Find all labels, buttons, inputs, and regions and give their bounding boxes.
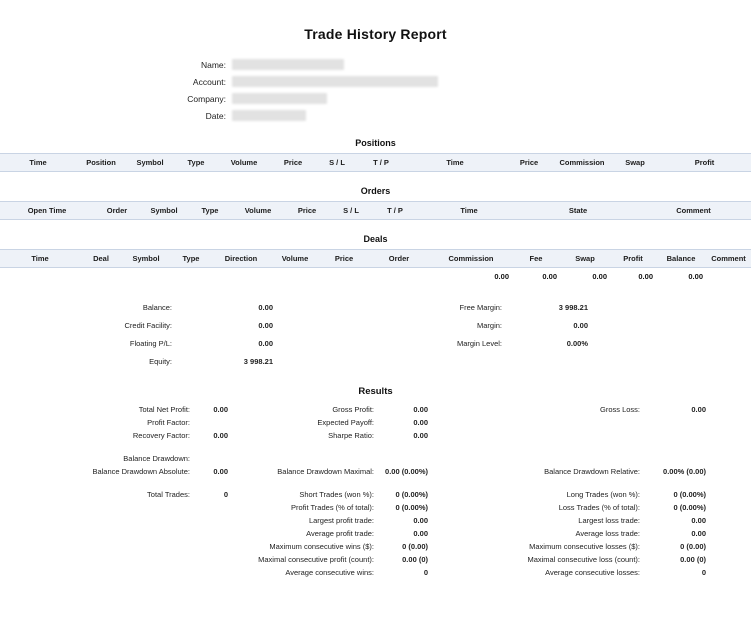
results-row-maximal-consecutive xyxy=(0,553,751,566)
summary-value-free-margin: 3 998.21 xyxy=(558,302,588,312)
orders-table xyxy=(0,201,751,220)
results-row-net-profit xyxy=(0,403,751,416)
orders-col-symbol: Symbol xyxy=(140,202,188,220)
deals-body xyxy=(0,268,751,285)
orders-col-type: Type xyxy=(188,202,232,220)
label-maximal-consecutive-profit: Maximal consecutive profit (count): xyxy=(258,555,374,564)
deals-total-price xyxy=(320,268,368,285)
deals-total-commission: 0.00 xyxy=(494,271,509,281)
label-average-profit-trade: Average profit trade: xyxy=(306,529,374,538)
orders-col-sl: S / L xyxy=(330,202,372,220)
label-loss-trades: Loss Trades (% of total): xyxy=(558,503,640,512)
deals-col-order: Order xyxy=(368,250,430,268)
summary-value-equity: 3 998.21 xyxy=(243,356,273,366)
value-gross-profit: 0.00 xyxy=(413,405,428,414)
summary-row-credit-facility xyxy=(0,316,751,334)
deals-col-commission: Commission xyxy=(430,250,512,268)
orders-col-volume: Volume xyxy=(232,202,284,220)
results-trades-block xyxy=(0,488,751,579)
value-gross-loss: 0.00 xyxy=(691,405,706,414)
deals-col-symbol: Symbol xyxy=(122,250,170,268)
summary-row-equity xyxy=(0,352,751,370)
deals-total-deal xyxy=(80,268,122,285)
value-maximal-consecutive-profit: 0.00 (0) xyxy=(402,555,428,564)
results-section-title: Results xyxy=(358,386,393,397)
deals-total-swap: 0.00 xyxy=(592,271,607,281)
info-label-account: Account: xyxy=(192,76,226,87)
deals-total-fee: 0.00 xyxy=(542,271,557,281)
deals-col-fee: Fee xyxy=(512,250,560,268)
value-max-consecutive-losses: 0 (0.00) xyxy=(680,542,706,551)
summary-value-floating-pl: 0.00 xyxy=(258,338,273,348)
info-row-date xyxy=(0,107,751,124)
value-expected-payoff: 0.00 xyxy=(413,418,428,427)
label-average-loss-trade: Average loss trade: xyxy=(575,529,640,538)
value-largest-loss-trade: 0.00 xyxy=(691,516,706,525)
results-row-average-consecutive xyxy=(0,566,751,579)
label-gross-loss: Gross Loss: xyxy=(599,405,640,414)
orders-col-price: Price xyxy=(284,202,330,220)
label-balance-drawdown-relative: Balance Drawdown Relative: xyxy=(544,467,640,476)
positions-col-position: Position xyxy=(76,154,126,172)
label-sharpe-ratio: Sharpe Ratio: xyxy=(328,431,374,440)
account-info-block xyxy=(0,56,751,124)
deals-total-order xyxy=(368,268,430,285)
label-max-consecutive-wins: Maximum consecutive wins ($): xyxy=(269,542,374,551)
deals-col-price: Price xyxy=(320,250,368,268)
redacted-account-value xyxy=(232,76,438,87)
positions-col-volume: Volume xyxy=(218,154,270,172)
label-profit-trades: Profit Trades (% of total): xyxy=(291,503,374,512)
value-max-consecutive-wins: 0 (0.00) xyxy=(402,542,428,551)
info-label-company: Company: xyxy=(187,93,226,104)
positions-col-time-close: Time xyxy=(404,154,506,172)
deals-table xyxy=(0,249,751,284)
label-max-consecutive-losses: Maximum consecutive losses ($): xyxy=(529,542,640,551)
value-balance-drawdown-maximal: 0.00 (0.00%) xyxy=(385,467,428,476)
value-maximal-consecutive-loss: 0.00 (0) xyxy=(680,555,706,564)
summary-label-credit-facility: Credit Facility: xyxy=(124,320,172,330)
deals-col-deal: Deal xyxy=(80,250,122,268)
orders-col-tp: T / P xyxy=(372,202,418,220)
deals-total-profit: 0.00 xyxy=(638,271,653,281)
value-recovery-factor: 0.00 xyxy=(213,431,228,440)
summary-label-equity: Equity: xyxy=(149,356,172,366)
value-average-loss-trade: 0.00 xyxy=(691,529,706,538)
label-short-trades: Short Trades (won %): xyxy=(299,490,374,499)
deals-col-direction: Direction xyxy=(212,250,270,268)
orders-col-state: State xyxy=(520,202,636,220)
deals-col-volume: Volume xyxy=(270,250,320,268)
orders-col-comment: Comment xyxy=(636,202,751,220)
summary-label-floating-pl: Floating P/L: xyxy=(129,338,172,348)
positions-col-type: Type xyxy=(174,154,218,172)
value-balance-drawdown-relative: 0.00% (0.00) xyxy=(663,467,706,476)
label-average-consecutive-wins: Average consecutive wins: xyxy=(285,568,374,577)
summary-value-margin-level: 0.00% xyxy=(566,338,588,348)
positions-col-price-open: Price xyxy=(270,154,316,172)
summary-label-margin-level: Margin Level: xyxy=(456,338,502,348)
results-row-average-trade xyxy=(0,527,751,540)
results-row-profit-trades xyxy=(0,501,751,514)
deals-total-balance: 0.00 xyxy=(688,271,703,281)
orders-section-title: Orders xyxy=(360,186,391,196)
redacted-company-value xyxy=(232,93,327,104)
positions-col-tp: T / P xyxy=(358,154,404,172)
redacted-name-value xyxy=(232,59,344,70)
deals-col-time: Time xyxy=(0,250,80,268)
value-balance-drawdown-absolute: 0.00 xyxy=(213,467,228,476)
summary-row-balance xyxy=(0,298,751,316)
results-row-total-trades xyxy=(0,488,751,501)
info-row-company xyxy=(0,90,751,107)
deals-total-type xyxy=(170,268,212,285)
label-largest-profit-trade: Largest profit trade: xyxy=(308,516,374,525)
positions-col-sl: S / L xyxy=(316,154,358,172)
summary-label-margin: Margin: xyxy=(476,320,502,330)
positions-col-commission: Commission xyxy=(552,154,612,172)
summary-row-floating-pl xyxy=(0,334,751,352)
redacted-date-value xyxy=(232,110,306,121)
deals-col-swap: Swap xyxy=(560,250,610,268)
results-spacer-1 xyxy=(0,442,751,452)
deals-totals-row xyxy=(0,268,751,285)
results-row-balance-drawdown xyxy=(0,452,751,465)
deals-col-comment: Comment xyxy=(706,250,751,268)
deals-total-comment xyxy=(706,268,751,285)
value-short-trades: 0 (0.00%) xyxy=(395,490,428,499)
deals-total-volume xyxy=(270,268,320,285)
positions-col-time-open: Time xyxy=(0,154,76,172)
deals-total-time xyxy=(0,268,80,285)
results-row-max-consecutive xyxy=(0,540,751,553)
value-total-trades: 0 xyxy=(223,490,228,499)
info-row-account xyxy=(0,73,751,90)
value-loss-trades: 0 (0.00%) xyxy=(673,503,706,512)
summary-value-balance: 0.00 xyxy=(258,302,273,312)
value-profit-trades: 0 (0.00%) xyxy=(395,503,428,512)
value-largest-profit-trade: 0.00 xyxy=(413,516,428,525)
results-row-profit-factor xyxy=(0,416,751,429)
label-maximal-consecutive-loss: Maximal consecutive loss (count): xyxy=(527,555,640,564)
balance-summary xyxy=(0,298,751,370)
label-average-consecutive-losses: Average consecutive losses: xyxy=(545,568,640,577)
label-total-trades: Total Trades: xyxy=(147,490,190,499)
positions-col-profit: Profit xyxy=(658,154,751,172)
info-label-date: Date: xyxy=(205,110,226,121)
label-gross-profit: Gross Profit: xyxy=(332,405,374,414)
orders-header-row xyxy=(0,202,751,220)
orders-col-order: Order xyxy=(94,202,140,220)
orders-col-open-time: Open Time xyxy=(0,202,94,220)
label-long-trades: Long Trades (won %): xyxy=(566,490,640,499)
summary-value-credit-facility: 0.00 xyxy=(258,320,273,330)
summary-label-balance: Balance: xyxy=(142,302,172,312)
value-sharpe-ratio: 0.00 xyxy=(413,431,428,440)
value-average-consecutive-losses: 0 xyxy=(701,568,706,577)
positions-section-title: Positions xyxy=(355,138,396,148)
label-balance-drawdown: Balance Drawdown: xyxy=(123,454,190,463)
deals-col-balance: Balance xyxy=(656,250,706,268)
value-average-profit-trade: 0.00 xyxy=(413,529,428,538)
info-label-name: Name: xyxy=(200,59,226,70)
deals-col-profit: Profit xyxy=(610,250,656,268)
label-largest-loss-trade: Largest loss trade: xyxy=(578,516,640,525)
positions-col-swap: Swap xyxy=(612,154,658,172)
deals-header-row xyxy=(0,250,751,268)
positions-table xyxy=(0,153,751,172)
results-profit-block xyxy=(0,403,751,442)
label-expected-payoff: Expected Payoff: xyxy=(317,418,374,427)
deals-section-title: Deals xyxy=(363,234,388,244)
label-total-net-profit: Total Net Profit: xyxy=(138,405,190,414)
deals-total-symbol xyxy=(122,268,170,285)
results-row-recovery-factor xyxy=(0,429,751,442)
summary-value-margin: 0.00 xyxy=(573,320,588,330)
results-row-drawdown-absolute xyxy=(0,465,751,478)
value-average-consecutive-wins: 0 xyxy=(423,568,428,577)
deals-col-type: Type xyxy=(170,250,212,268)
summary-label-free-margin: Free Margin: xyxy=(459,302,502,312)
page-title: Trade History Report xyxy=(304,26,447,42)
label-balance-drawdown-maximal: Balance Drawdown Maximal: xyxy=(277,467,374,476)
value-total-net-profit: 0.00 xyxy=(213,405,228,414)
label-recovery-factor: Recovery Factor: xyxy=(132,431,190,440)
orders-col-time: Time xyxy=(418,202,520,220)
results-row-largest-trade xyxy=(0,514,751,527)
results-spacer-2 xyxy=(0,478,751,488)
positions-header-row xyxy=(0,154,751,172)
label-profit-factor: Profit Factor: xyxy=(147,418,190,427)
info-row-name xyxy=(0,56,751,73)
positions-col-symbol: Symbol xyxy=(126,154,174,172)
positions-col-price-close: Price xyxy=(506,154,552,172)
label-balance-drawdown-absolute: Balance Drawdown Absolute: xyxy=(92,467,190,476)
deals-total-direction xyxy=(212,268,270,285)
results-drawdown-block xyxy=(0,452,751,478)
value-long-trades: 0 (0.00%) xyxy=(673,490,706,499)
